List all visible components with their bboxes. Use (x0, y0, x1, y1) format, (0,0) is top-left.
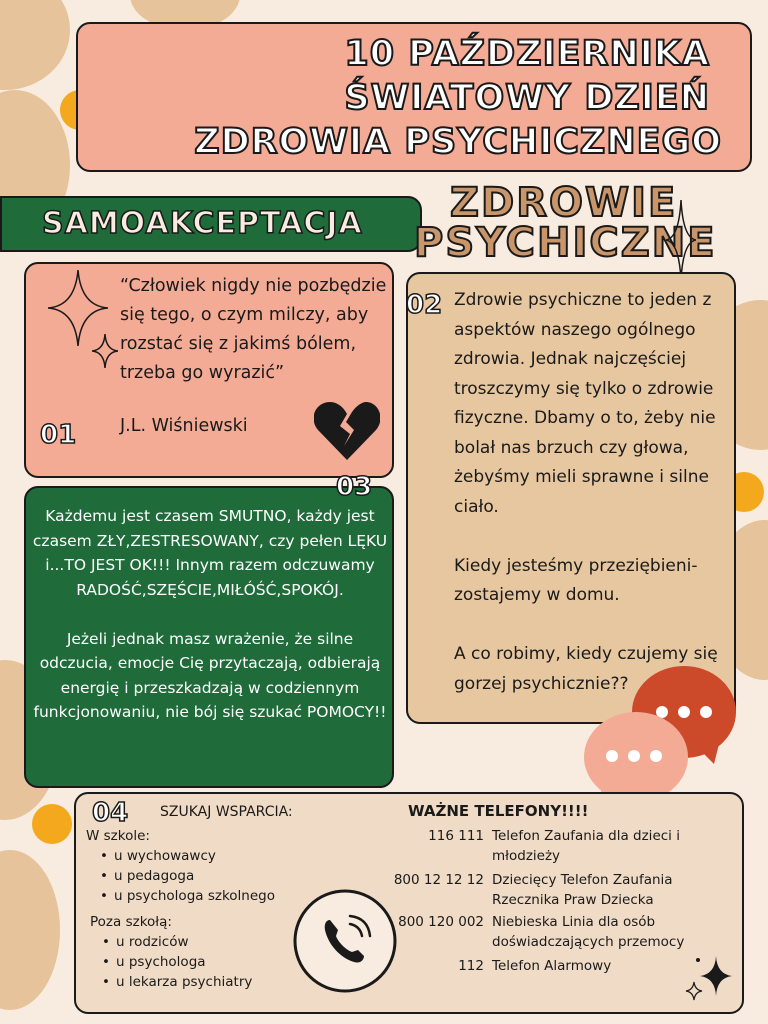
school-label: W szkole: (86, 828, 150, 844)
sparkle-icon (92, 334, 118, 368)
quote-author: J.L. Wiśniewski (120, 416, 248, 436)
section-number-02: 02 (406, 290, 443, 320)
banner-pill (0, 196, 422, 252)
quote-text: “Człowiek nigdy nie pozbędzie się tego, o czym milczy, aby rozstać się z jakimś bólem, trzeba go wyrazić” (120, 276, 387, 383)
phone-description: Niebieska Linia dla osób doświadczających przemocy (492, 914, 685, 950)
phone-description: Dziecięcy Telefon Zaufania Rzecznika Praw Dziecka (492, 872, 673, 908)
emotions-paragraph-1: Każdemu jest czasem SMUTNO, każdy jest czasem ZŁY,ZESTRESOWANY, czy pełen LĘKU i...TO JEST OK!!! Innym razem odczuwamy RADOŚĆ,SZĘŚCIE,MIŁÓŚĆ,SPOKÓJ. (32, 507, 388, 599)
section-number-03: 03 (336, 472, 373, 502)
banner-word-2: PSYCHICZNE (414, 220, 717, 266)
list-item: • u lekarza psychiatry (94, 972, 252, 992)
title-box (76, 22, 752, 172)
list-item: • u psychologa szkolnego (92, 886, 275, 906)
health-paragraph: Zdrowie psychiczne to jeden z aspektów naszego ogólnego zdrowia. Jednak najczęściej troszczymy się tylko o zdrowie fizyczne. Dbamy o to, żeby nie bolał nas brzuch czy głowa, żebyśmy mieli sprawne i silne ciało. (454, 290, 716, 517)
emotions-card (24, 486, 394, 788)
health-paragraph: Kiedy jesteśmy przeziębieni- zostajemy w domu. (454, 555, 698, 605)
title-line-3: ZDROWIA PSYCHICZNEGO (194, 122, 722, 162)
list-item: • u wychowawcy (92, 846, 275, 866)
broken-heart-icon (314, 402, 380, 460)
phone-description: Telefon Zaufania dla dzieci i młodzieży (492, 828, 680, 864)
support-card (74, 792, 744, 1014)
sparkle-icon (666, 200, 696, 280)
school-list (92, 846, 275, 906)
phone-number: 800 120 002 (398, 914, 484, 930)
title-line-1: 10 PAŹDZIERNIKA (344, 34, 710, 74)
support-heading: SZUKAJ WSPARCIA: (160, 804, 293, 820)
phone-number: 112 (458, 958, 484, 974)
phones-heading: WAŻNE TELEFONY!!!! (408, 802, 589, 820)
banner-word-1: ZDROWIE (450, 180, 678, 226)
sparkle-icon (684, 946, 734, 1006)
list-item: • u rodziców (94, 932, 252, 952)
title-line-2: ŚWIATOWY DZIEŃ (344, 78, 710, 118)
phone-number: 116 111 (428, 828, 484, 844)
health-paragraph: A co robimy, kiedy czujemy się gorzej psychicznie?? (454, 644, 718, 694)
emotions-text (32, 504, 388, 749)
health-info-text (454, 286, 732, 729)
phone-number: 800 12 12 12 (393, 872, 484, 888)
banner-label: SAMOAKCEPTACJA (42, 206, 363, 241)
phone-call-icon (292, 888, 398, 994)
phone-description: Telefon Alarmowy (492, 958, 612, 974)
quote-card (24, 262, 394, 478)
list-item: • u psychologa (94, 952, 252, 972)
outside-label: Poza szkołą: (90, 914, 172, 930)
health-info-card (406, 272, 736, 724)
list-item: • u pedagoga (92, 866, 275, 886)
section-number-01: 01 (40, 420, 77, 450)
emotions-paragraph-2: Jeżeli jednak masz wrażenie, że silne odczucia, emocje Cię przytaczają, odbierają energię i przeszkadzają w codziennym funkcjonowaniu, nie bój się szukać POMOCY!! (33, 629, 387, 721)
outside-list (94, 932, 252, 992)
section-number-04: 04 (92, 798, 129, 828)
